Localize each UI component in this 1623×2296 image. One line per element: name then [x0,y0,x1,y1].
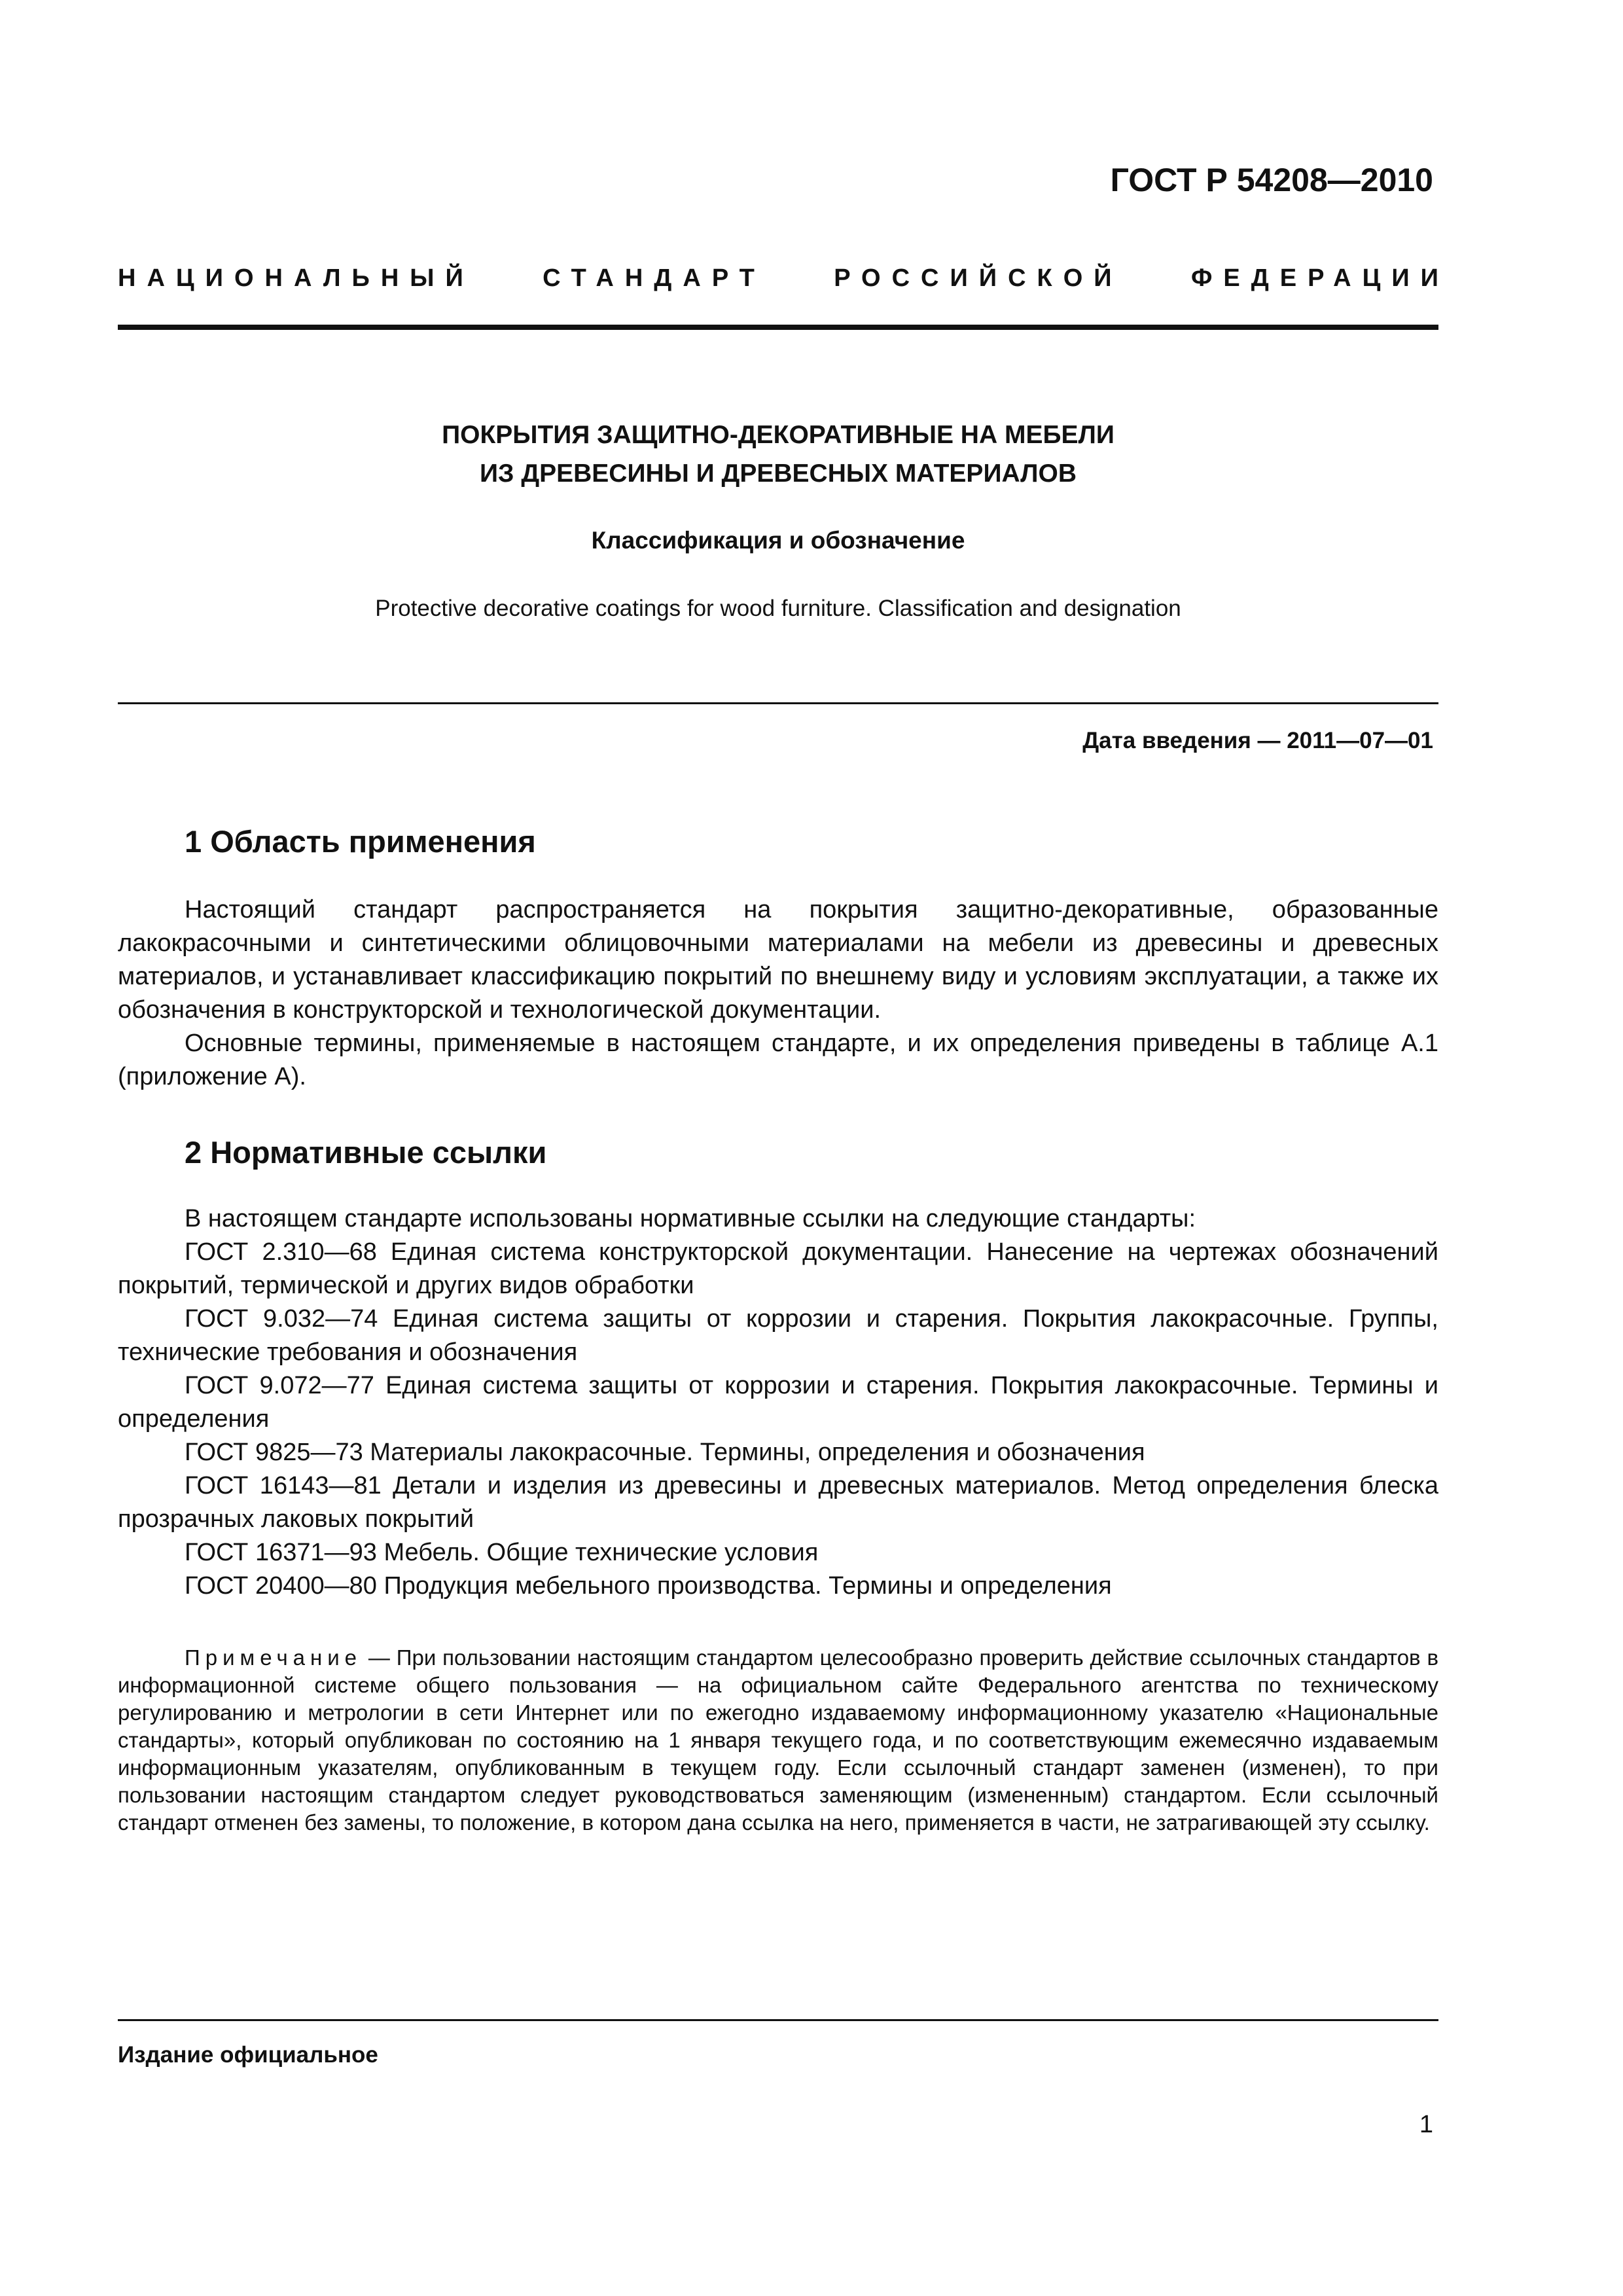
section-2-body [118,1202,1438,1603]
banner-word: ФЕДЕРАЦИИ [1190,264,1450,292]
banner-word: НАЦИОНАЛЬНЫЙ [118,264,474,292]
section-2-heading: 2 Нормативные ссылки [185,1135,547,1170]
reference-item: ГОСТ 2.310—68 Единая система конструкторской документации. Нанесение на чертежах обозначений покрытий, термической и других видов обработки [118,1238,1438,1299]
national-standard-banner [118,264,1450,293]
paragraph: Настоящий стандарт распространяется на покрытия защитно-декоративные, образованные лакокрасочными и синтетическими облицовочными материалами на мебели из древесины и древесных материалов, и устанавливает классификацию покрытий по внешнему виду и условиям эксплуатации, а также их обозначения в конструкторской и технологической документации. [118,896,1438,1024]
reference-item: ГОСТ 9825—73 Материалы лакокрасочные. Термины, определения и обозначения [185,1439,1145,1466]
note-paragraph [118,1644,1438,1837]
footer-divider [118,2019,1438,2021]
section-1-heading: 1 Область применения [185,824,536,859]
reference-item: ГОСТ 20400—80 Продукция мебельного производства. Термины и определения [185,1572,1112,1600]
references-intro: В настоящем стандарте использованы нормативные ссылки на следующие стандарты: [185,1205,1196,1232]
banner-word: СТАНДАРТ [543,264,766,292]
document-number: ГОСТ Р 54208—2010 [1110,162,1433,198]
edition-label: Издание официальное [118,2042,378,2068]
reference-item: ГОСТ 9.072—77 Единая система защиты от коррозии и старения. Покрытия лакокрасочные. Термины и определения [118,1372,1438,1433]
title-divider [118,702,1438,704]
page-number: 1 [1419,2111,1433,2138]
paragraph: Основные термины, применяемые в настоящем стандарте, и их определения приведены в таблице А.1 (приложение А). [118,1030,1438,1090]
reference-item: ГОСТ 16143—81 Детали и изделия из древесины и древесных материалов. Метод определения блеска прозрачных лаковых покрытий [118,1472,1438,1533]
document-title-line-2: ИЗ ДРЕВЕСИНЫ И ДРЕВЕСНЫХ МАТЕРИАЛОВ [480,459,1077,488]
reference-item: ГОСТ 9.032—74 Единая система защиты от коррозии и старения. Покрытия лакокрасочные. Группы, технические требования и обозначения [118,1305,1438,1366]
banner-word: РОССИЙСКОЙ [834,264,1123,292]
introduction-date: Дата введения — 2011—07—01 [1082,728,1433,753]
header-divider [118,325,1438,330]
document-subtitle: Классификация и обозначение [591,527,965,554]
document-title-line-1: ПОКРЫТИЯ ЗАЩИТНО-ДЕКОРАТИВНЫЕ НА МЕБЕЛИ [442,421,1115,449]
note-text: — При пользовании настоящим стандартом целесообразно проверить действие ссылочных стандартов в информационной системе общего пользования — на официальном сайте Федерального агентства по техническому регулированию и метрологии в сети Интернет или по ежегодно издаваемому информационному указателю «Национальные стандарты», который опубликован по состоянию на 1 января текущего года, и по соответствующим ежемесячно издаваемым информационным указателям, опубликованным в текущем году. Если ссылочный стандарт заменен (изменен), то при пользовании настоящим стандартом следует руководствоваться заменяющим (измененным) стандартом. Если ссылочный стандарт отменен без замены, то положение, в котором дана ссылка на него, применяется в части, не затрагивающей эту ссылку. [118,1645,1438,1835]
note-label: Примечание [185,1645,363,1670]
note-block [118,1644,1438,1837]
section-1-body [118,893,1438,1094]
english-title: Protective decorative coatings for wood furniture. Classification and designation [375,596,1181,621]
reference-item: ГОСТ 16371—93 Мебель. Общие технические условия [185,1539,819,1566]
